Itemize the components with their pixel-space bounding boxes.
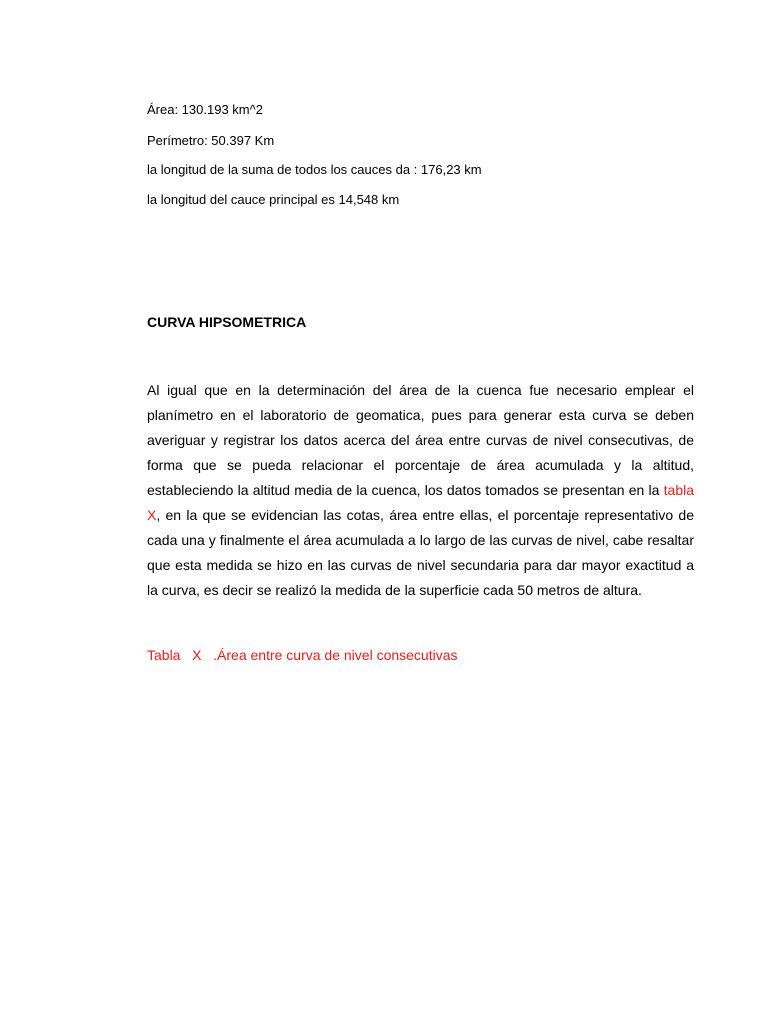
paragraph-text-start: Al igual que en la determinación del área de la cuenca fue necesario emplear el planímetro en el laboratorio de geomatica, pues para generar esta curva se deben averiguar y registrar los datos acerca del área entre curvas de nivel consecutivas, de forma que se pueda relacionar el porcentaje de área acumulada y la altitud, estableciendo la altitud media de la cuenca, los datos tomados se presentan en la — [147, 382, 694, 498]
section-heading: CURVA HIPSOMETRICA — [147, 314, 307, 330]
perimeter-line: Perímetro: 50.397 Km — [147, 133, 275, 148]
area-line: Área: 130.193 km^2 — [147, 102, 263, 117]
table-caption: Tabla X .Área entre curva de nivel consecutivas — [147, 647, 458, 663]
table-reference-link[interactable]: tabla X — [147, 482, 694, 523]
total-channel-length-line: la longitud de la suma de todos los cauces da : 176,23 km — [147, 162, 482, 177]
paragraph-text-end: , en la que se evidencian las cotas, área entre ellas, el porcentaje representativo de cada una y finalmente el área acumulada a lo largo de las curvas de nivel, cabe resaltar que esta medida se hizo en las curvas de nivel secundaria para dar mayor exactitud a la curva, es decir se realizó la medida de la superficie cada 50 metros de altura. — [147, 507, 694, 598]
main-channel-length-line: la longitud del cauce principal es 14,548 km — [147, 192, 400, 207]
body-paragraph — [147, 378, 694, 603]
